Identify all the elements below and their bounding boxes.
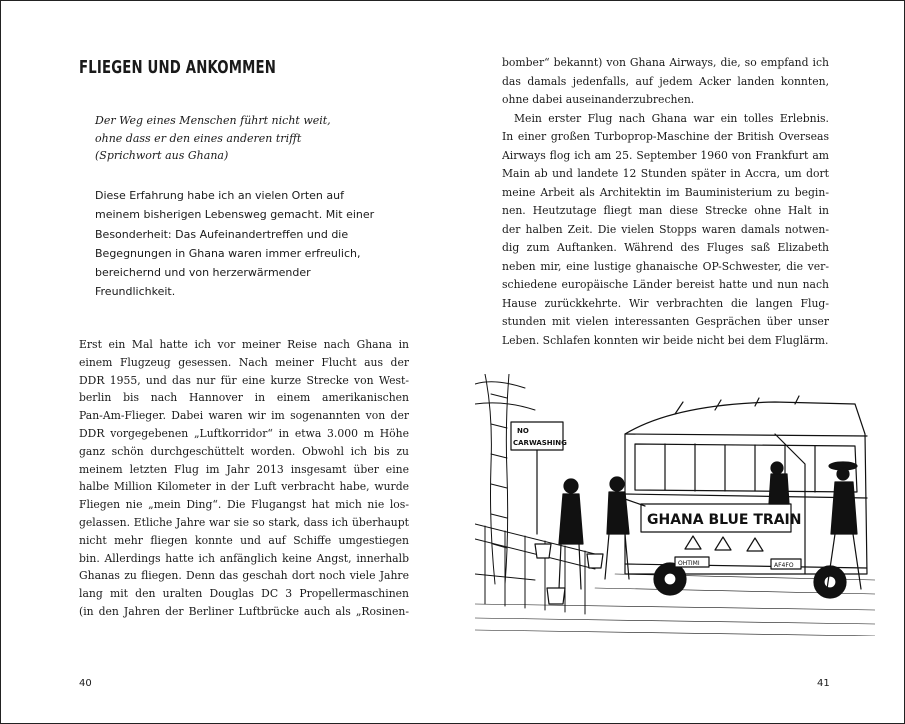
- text-line: Airways flog ich am 25. September 1960 von Frankfurt am: [502, 148, 829, 162]
- text-line: DDR vorgegebenen „Luftkorridor“ in etwa 3.000 m Höhe: [79, 426, 409, 440]
- text-line: Pan-Am-Flieger. Dabei waren wir im sogenannten von der: [79, 409, 409, 423]
- text-line: DDR 1955, und das nur für eine kurze Strecke von West-: [79, 373, 409, 387]
- text-line: nicht mehr fliegen konnte und auf Schiffe umgestiegen: [79, 533, 409, 547]
- text-line: Leben. Schlafen konnten wir beide nicht bei dem Fluglärm.: [502, 333, 829, 347]
- page-number-left: 40: [79, 678, 92, 689]
- right-page: [453, 1, 904, 723]
- intro-line: bereichernd und von herzerwärmender: [95, 266, 311, 280]
- epigraph-line: Der Weg eines Menschen führt nicht weit,: [95, 114, 331, 127]
- epigraph: [95, 112, 395, 165]
- no-carwashing-sign: [511, 422, 567, 534]
- plate-right: AF4FO: [774, 562, 794, 569]
- left-page: [1, 1, 453, 723]
- text-line: meine Arbeit als Architektin im Bauministerium zu begin-: [502, 185, 829, 199]
- text-line: halbe Million Kilometer in der Luft verbracht habe, wurde: [79, 480, 409, 494]
- text-line: lang mit den uralten Douglas DC 3 Propellermaschinen: [79, 587, 409, 601]
- text-line: dig zum Auftanken. Während des Fluges saß Elizabeth: [502, 241, 829, 254]
- text-line: der halben Zeit. Die vielen Stopps waren damals notwen-: [502, 222, 829, 236]
- sign-line-1: NO: [517, 427, 529, 435]
- epigraph-line: ohne dass er den eines anderen trifft: [95, 131, 302, 145]
- intro-line: Begegnungen in Ghana waren immer erfreulich,: [95, 246, 361, 260]
- text-line: bin. Allerdings hatte ich anfänglich keine Angst, innerhalb: [79, 551, 409, 565]
- sign-line-2: CARWASHING: [513, 439, 567, 447]
- text-line: (in den Jahren der Berliner Luftbrücke auch als „Rosinen-: [79, 604, 409, 618]
- body-text-left: [79, 336, 409, 621]
- body-text-right: [502, 54, 829, 350]
- text-line: bomber“ bekannt) von Ghana Airways, die, so empfand ich: [502, 56, 829, 69]
- text-line: meinem letzten Flug im Jahr 2013 insgesamt über eine: [79, 462, 409, 476]
- intro-line: Freundlichkeit.: [95, 285, 176, 299]
- text-line: berlin bis nach Hannover in einem amerikanischen: [79, 391, 409, 405]
- bus-label: GHANA BLUE TRAIN: [647, 512, 802, 528]
- bus-illustration: [475, 374, 875, 636]
- text-line: schiedene europäische Länder bereist hatte und nun nach: [502, 278, 829, 291]
- text-line: nen. Heutzutage fliegt man diese Strecke ohne Halt in: [502, 204, 829, 217]
- intro-paragraph: [95, 186, 415, 302]
- chapter-heading: FLIEGEN UND ANKOMMEN: [79, 57, 277, 78]
- epigraph-source: (Sprichwort aus Ghana): [95, 149, 229, 162]
- text-line: Ghanas zu fliegen. Denn das geschah dort noch viele Jahre: [79, 569, 409, 583]
- plate-left: OHTIMI: [678, 560, 700, 567]
- page-number-right: 41: [817, 678, 830, 689]
- intro-line: Besonderheit: Das Aufeinandertreffen und die: [95, 227, 349, 241]
- text-line: stunden mit vielen interessanten Gesprächen über unser: [502, 315, 829, 328]
- text-line: einem Flugzeug gesessen. Nach meiner Flucht aus der: [79, 355, 409, 369]
- text-line: neben mir, eine lustige ghanaische OP-Schwester, die ver-: [502, 259, 829, 273]
- text-line: gelassen. Etliche Jahre war sie so stark, dass ich überhaupt: [79, 515, 409, 529]
- intro-line: Diese Erfahrung habe ich an vielen Orten auf: [95, 189, 344, 202]
- text-line: Erst ein Mal hatte ich vor meiner Reise nach Ghana in: [79, 338, 409, 351]
- text-line: ohne dabei auseinanderzubrechen.: [502, 93, 695, 106]
- text-line: ganz schön durchgeschüttelt worden. Obwohl ich bis zu: [79, 444, 409, 458]
- text-line: In einer großen Turboprop-Maschine der British Overseas: [502, 130, 829, 143]
- text-line: Hause zurückkehrte. Wir verbrachten die langen Flug-: [502, 296, 829, 310]
- text-line: Mein erster Flug nach Ghana war ein tolles Erlebnis.: [514, 111, 829, 125]
- text-line: Fliegen nie „mein Ding“. Die Flugangst hat mich nie los-: [79, 498, 409, 512]
- text-line: Main ab und landete 12 Stunden später in Accra, um dort: [502, 167, 829, 180]
- text-line: das damals jedenfalls, auf jedem Acker landen konnten,: [502, 74, 829, 88]
- intro-line: meinem bisherigen Lebensweg gemacht. Mit einer: [95, 208, 375, 222]
